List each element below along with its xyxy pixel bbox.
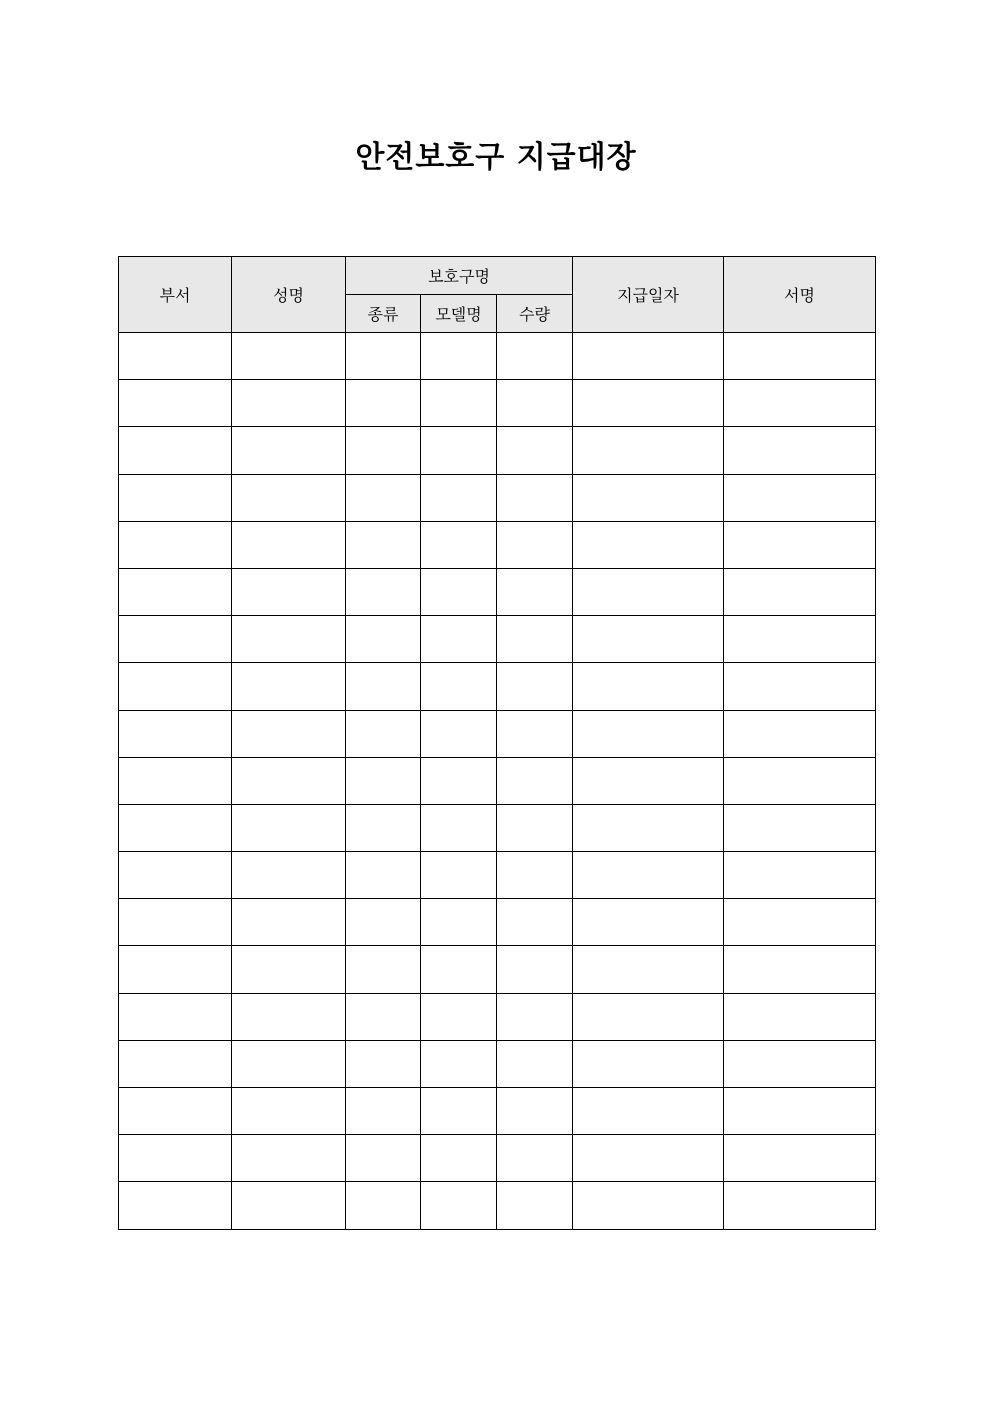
- cell-type[interactable]: [346, 804, 421, 851]
- cell-signature[interactable]: [724, 663, 876, 710]
- cell-department[interactable]: [119, 1182, 232, 1229]
- cell-issue-date[interactable]: [573, 474, 724, 521]
- cell-department[interactable]: [119, 616, 232, 663]
- cell-type[interactable]: [346, 616, 421, 663]
- cell-issue-date[interactable]: [573, 663, 724, 710]
- table-row: [119, 380, 876, 427]
- cell-name[interactable]: [232, 946, 346, 993]
- cell-quantity[interactable]: [497, 852, 573, 899]
- cell-issue-date[interactable]: [573, 1088, 724, 1135]
- cell-name[interactable]: [232, 757, 346, 804]
- cell-department[interactable]: [119, 663, 232, 710]
- cell-department[interactable]: [119, 1040, 232, 1087]
- cell-model-name[interactable]: [421, 804, 497, 851]
- header-protective-gear-name: 보호구명: [346, 257, 573, 295]
- cell-signature[interactable]: [724, 710, 876, 757]
- header-row-top: [119, 257, 876, 295]
- table-row: [119, 804, 876, 851]
- cell-name[interactable]: [232, 1040, 346, 1087]
- cell-quantity[interactable]: [497, 1088, 573, 1135]
- cell-department[interactable]: [119, 946, 232, 993]
- table-row: [119, 616, 876, 663]
- cell-model-name[interactable]: [421, 663, 497, 710]
- cell-name[interactable]: [232, 663, 346, 710]
- table-header: [119, 257, 876, 333]
- cell-department[interactable]: [119, 474, 232, 521]
- table-row: [119, 1088, 876, 1135]
- cell-quantity[interactable]: [497, 710, 573, 757]
- cell-department[interactable]: [119, 1135, 232, 1182]
- cell-quantity[interactable]: [497, 804, 573, 851]
- cell-quantity[interactable]: [497, 333, 573, 380]
- cell-quantity[interactable]: [497, 427, 573, 474]
- cell-name[interactable]: [232, 1135, 346, 1182]
- cell-issue-date[interactable]: [573, 1182, 724, 1229]
- table-row: [119, 663, 876, 710]
- cell-model-name[interactable]: [421, 757, 497, 804]
- table-row: [119, 1135, 876, 1182]
- cell-issue-date[interactable]: [573, 757, 724, 804]
- cell-name[interactable]: [232, 804, 346, 851]
- cell-model-name[interactable]: [421, 568, 497, 615]
- cell-issue-date[interactable]: [573, 380, 724, 427]
- table-body: [119, 333, 876, 1230]
- table-row: [119, 757, 876, 804]
- cell-department[interactable]: [119, 521, 232, 568]
- table-row: [119, 993, 876, 1040]
- cell-department[interactable]: [119, 993, 232, 1040]
- cell-signature[interactable]: [724, 380, 876, 427]
- header-name: 성명: [232, 257, 346, 333]
- cell-issue-date[interactable]: [573, 899, 724, 946]
- cell-type[interactable]: [346, 568, 421, 615]
- cell-name[interactable]: [232, 427, 346, 474]
- cell-type[interactable]: [346, 1040, 421, 1087]
- cell-quantity[interactable]: [497, 899, 573, 946]
- cell-type[interactable]: [346, 852, 421, 899]
- cell-quantity[interactable]: [497, 1040, 573, 1087]
- cell-name[interactable]: [232, 899, 346, 946]
- cell-signature[interactable]: [724, 474, 876, 521]
- cell-quantity[interactable]: [497, 521, 573, 568]
- cell-department[interactable]: [119, 852, 232, 899]
- cell-issue-date[interactable]: [573, 993, 724, 1040]
- cell-issue-date[interactable]: [573, 1040, 724, 1087]
- cell-model-name[interactable]: [421, 993, 497, 1040]
- page-title: 안전보호구 지급대장: [355, 140, 637, 175]
- table-row: [119, 427, 876, 474]
- cell-issue-date[interactable]: [573, 333, 724, 380]
- cell-department[interactable]: [119, 427, 232, 474]
- cell-quantity[interactable]: [497, 568, 573, 615]
- cell-quantity[interactable]: [497, 663, 573, 710]
- cell-signature[interactable]: [724, 427, 876, 474]
- cell-name[interactable]: [232, 568, 346, 615]
- cell-department[interactable]: [119, 380, 232, 427]
- cell-issue-date[interactable]: [573, 427, 724, 474]
- cell-type[interactable]: [346, 333, 421, 380]
- table-row: [119, 1182, 876, 1229]
- cell-quantity[interactable]: [497, 616, 573, 663]
- cell-model-name[interactable]: [421, 616, 497, 663]
- table-row: [119, 946, 876, 993]
- cell-issue-date[interactable]: [573, 616, 724, 663]
- table-row: [119, 521, 876, 568]
- header-type: 종류: [346, 295, 421, 333]
- cell-issue-date[interactable]: [573, 521, 724, 568]
- cell-department[interactable]: [119, 568, 232, 615]
- cell-model-name[interactable]: [421, 710, 497, 757]
- cell-name[interactable]: [232, 333, 346, 380]
- cell-quantity[interactable]: [497, 474, 573, 521]
- cell-issue-date[interactable]: [573, 568, 724, 615]
- table-row: [119, 1040, 876, 1087]
- cell-model-name[interactable]: [421, 380, 497, 427]
- cell-quantity[interactable]: [497, 1182, 573, 1229]
- cell-model-name[interactable]: [421, 1135, 497, 1182]
- cell-issue-date[interactable]: [573, 946, 724, 993]
- cell-quantity[interactable]: [497, 1135, 573, 1182]
- cell-signature[interactable]: [724, 1135, 876, 1182]
- table-row: [119, 474, 876, 521]
- cell-model-name[interactable]: [421, 474, 497, 521]
- cell-signature[interactable]: [724, 946, 876, 993]
- cell-name[interactable]: [232, 474, 346, 521]
- cell-quantity[interactable]: [497, 757, 573, 804]
- table-row: [119, 710, 876, 757]
- cell-type[interactable]: [346, 1182, 421, 1229]
- cell-signature[interactable]: [724, 804, 876, 851]
- cell-name[interactable]: [232, 710, 346, 757]
- cell-name[interactable]: [232, 993, 346, 1040]
- header-department: 부서: [119, 257, 232, 333]
- cell-department[interactable]: [119, 1088, 232, 1135]
- cell-model-name[interactable]: [421, 852, 497, 899]
- cell-department[interactable]: [119, 899, 232, 946]
- cell-quantity[interactable]: [497, 380, 573, 427]
- cell-signature[interactable]: [724, 616, 876, 663]
- cell-type[interactable]: [346, 899, 421, 946]
- table-row: [119, 852, 876, 899]
- header-issue-date: 지급일자: [573, 257, 724, 333]
- cell-type[interactable]: [346, 993, 421, 1040]
- cell-name[interactable]: [232, 1088, 346, 1135]
- cell-quantity[interactable]: [497, 946, 573, 993]
- cell-signature[interactable]: [724, 1040, 876, 1087]
- cell-signature[interactable]: [724, 899, 876, 946]
- cell-type[interactable]: [346, 427, 421, 474]
- cell-issue-date[interactable]: [573, 804, 724, 851]
- cell-type[interactable]: [346, 474, 421, 521]
- cell-signature[interactable]: [724, 1182, 876, 1229]
- cell-signature[interactable]: [724, 333, 876, 380]
- cell-model-name[interactable]: [421, 521, 497, 568]
- cell-issue-date[interactable]: [573, 1135, 724, 1182]
- cell-department[interactable]: [119, 757, 232, 804]
- cell-name[interactable]: [232, 616, 346, 663]
- cell-signature[interactable]: [724, 993, 876, 1040]
- cell-issue-date[interactable]: [573, 852, 724, 899]
- cell-type[interactable]: [346, 1088, 421, 1135]
- cell-signature[interactable]: [724, 757, 876, 804]
- cell-issue-date[interactable]: [573, 710, 724, 757]
- cell-model-name[interactable]: [421, 899, 497, 946]
- cell-model-name[interactable]: [421, 333, 497, 380]
- cell-model-name[interactable]: [421, 946, 497, 993]
- cell-name[interactable]: [232, 521, 346, 568]
- cell-type[interactable]: [346, 521, 421, 568]
- table-row: [119, 568, 876, 615]
- issuance-ledger-table: [118, 256, 876, 1230]
- cell-quantity[interactable]: [497, 993, 573, 1040]
- header-model-name: 모델명: [421, 295, 497, 333]
- table-row: [119, 899, 876, 946]
- cell-type[interactable]: [346, 663, 421, 710]
- cell-signature[interactable]: [724, 852, 876, 899]
- table-row: [119, 333, 876, 380]
- cell-signature[interactable]: [724, 521, 876, 568]
- cell-signature[interactable]: [724, 1088, 876, 1135]
- cell-name[interactable]: [232, 380, 346, 427]
- cell-signature[interactable]: [724, 568, 876, 615]
- cell-type[interactable]: [346, 757, 421, 804]
- cell-department[interactable]: [119, 804, 232, 851]
- cell-type[interactable]: [346, 380, 421, 427]
- cell-model-name[interactable]: [421, 1182, 497, 1229]
- cell-department[interactable]: [119, 333, 232, 380]
- cell-model-name[interactable]: [421, 1088, 497, 1135]
- cell-name[interactable]: [232, 852, 346, 899]
- header-quantity: 수량: [497, 295, 573, 333]
- cell-department[interactable]: [119, 710, 232, 757]
- cell-model-name[interactable]: [421, 1040, 497, 1087]
- cell-type[interactable]: [346, 710, 421, 757]
- cell-type[interactable]: [346, 1135, 421, 1182]
- cell-name[interactable]: [232, 1182, 346, 1229]
- cell-model-name[interactable]: [421, 427, 497, 474]
- header-signature: 서명: [724, 257, 876, 333]
- cell-type[interactable]: [346, 946, 421, 993]
